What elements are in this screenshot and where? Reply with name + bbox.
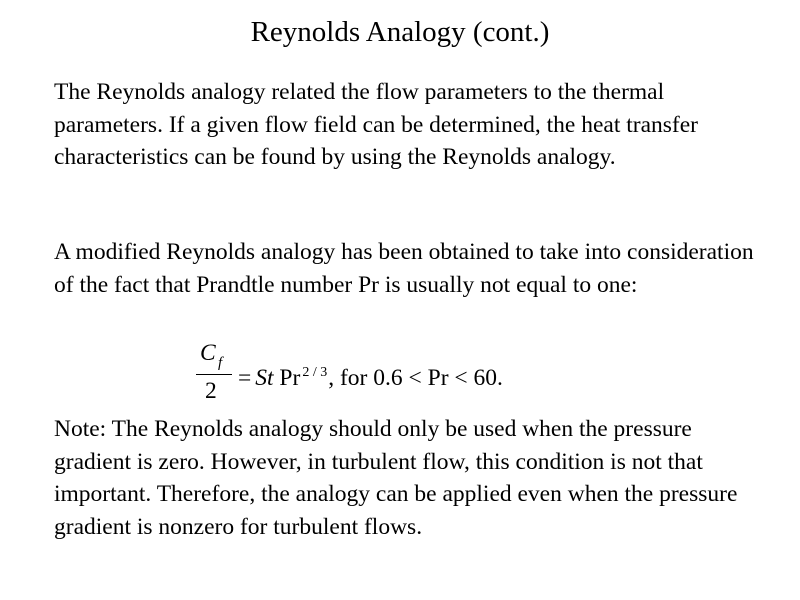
fraction-numerator: C xyxy=(200,340,216,366)
paragraph-modified-analogy: A modified Reynolds analogy has been obtained to take into consideration of the fact that Prandtle number Pr is usually not equal to one: xyxy=(54,239,754,298)
slide-title: Reynolds Analogy (cont.) xyxy=(250,16,550,48)
paragraph-note: Note: The Reynolds analogy should only be used when the pressure gradient is zero. However, in turbulent flow, this condition is not that important. Therefore, the analogy can be applied even when the pressure gradient is nonzero for turbulent flows. xyxy=(54,416,738,540)
exponent: 2 / 3 xyxy=(302,365,328,380)
prandtl-number: Pr xyxy=(279,365,301,391)
fraction-bar xyxy=(196,374,232,375)
equals-sign: = xyxy=(238,365,252,391)
equation-right-hand-side xyxy=(238,358,503,393)
friction-coefficient-fraction xyxy=(196,340,232,408)
stanton-number: St xyxy=(255,365,274,391)
fraction-numerator-subscript: f xyxy=(218,355,223,371)
fraction-denominator: 2 xyxy=(205,378,217,404)
validity-condition: , for 0.6 < Pr < 60. xyxy=(328,365,503,391)
paragraph-reynolds-analogy: The Reynolds analogy related the flow parameters to the thermal parameters. If a given flow field can be determined, the heat transfer characteristics can be found by using the Reynolds analogy. xyxy=(54,79,698,170)
